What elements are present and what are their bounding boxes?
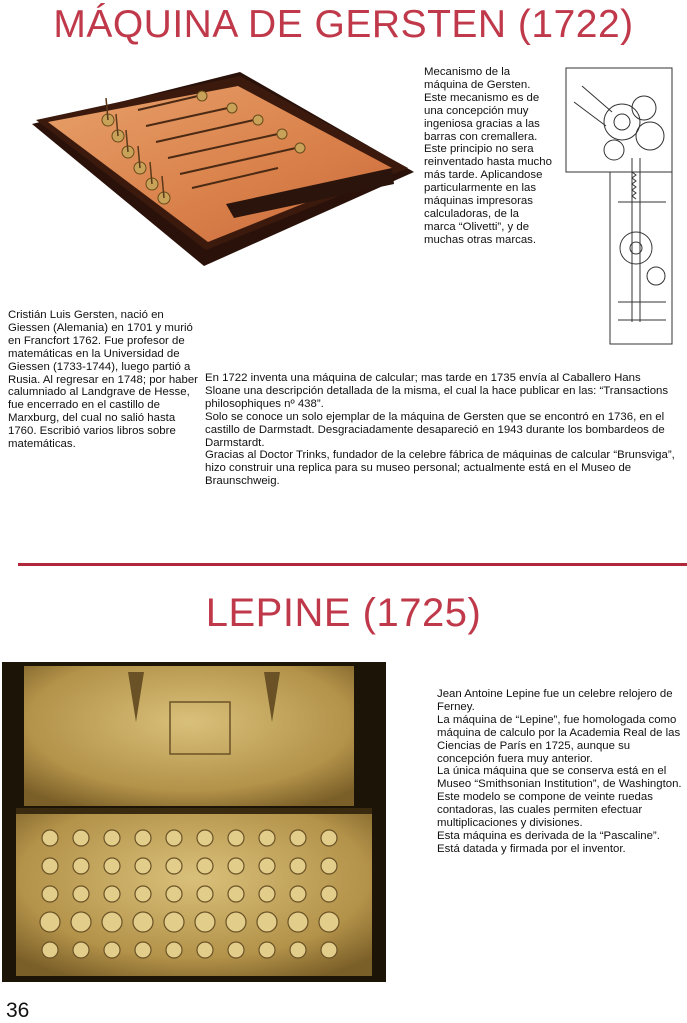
counting-wheel [42, 830, 58, 846]
counting-wheel [42, 886, 58, 902]
counting-wheel [40, 912, 60, 932]
history-paragraph: Gracias al Doctor Trinks, fundador de la celebre fábrica de máquinas de calcular “Brunsviga”, hizo construir una replica para su museo personal; actualmente está en el Museo de Braunschweig. [205, 449, 675, 488]
counting-wheel [257, 912, 277, 932]
counting-wheel [321, 942, 337, 958]
counting-wheel [73, 942, 89, 958]
counting-wheel [290, 830, 306, 846]
counting-wheel [259, 858, 275, 874]
counting-wheel [102, 912, 122, 932]
counting-wheel [195, 912, 215, 932]
counting-wheel [228, 830, 244, 846]
counting-wheel [259, 886, 275, 902]
counting-wheel [197, 942, 213, 958]
counting-wheel [135, 942, 151, 958]
counting-wheel [197, 858, 213, 874]
history-paragraph: Solo se conoce un solo ejemplar de la máquina de Gersten que se encontró en 1736, en el castillo de Darmstadt. Desgraciadamente desapareció en 1943 durante los bombardeos de Darmstardt. [205, 410, 665, 449]
counting-wheel [321, 858, 337, 874]
counting-wheel [104, 942, 120, 958]
lepine-paragraph: Está datada y firmada por el inventor. [437, 842, 626, 855]
counting-wheel [319, 912, 339, 932]
counting-wheel [73, 886, 89, 902]
gersten-title: MÁQUINA DE GERSTEN (1722) [53, 3, 634, 46]
counting-wheel [228, 886, 244, 902]
counting-wheel [135, 858, 151, 874]
counting-wheel [290, 886, 306, 902]
counting-wheel [321, 830, 337, 846]
counting-wheel [133, 912, 153, 932]
gersten-machine-photo [28, 68, 418, 268]
counting-wheel [166, 858, 182, 874]
counting-wheel [73, 858, 89, 874]
history-paragraph: En 1722 inventa una máquina de calcular; mas tarde en 1735 envía al Caballero Hans Sloane una descripción detallada de la misma, el cual la hace publicar en las: “Transactions philosophiques nº 438”. [205, 372, 669, 410]
lepine-description [437, 688, 682, 856]
counting-wheel [104, 886, 120, 902]
counting-wheel [71, 912, 91, 932]
counting-wheel [104, 858, 120, 874]
counting-wheel [290, 942, 306, 958]
counting-wheel [228, 858, 244, 874]
counting-wheel [197, 886, 213, 902]
lepine-paragraph: La única máquina que se conserva está en el Museo “Smithsonian Institution”, de Washington. [437, 765, 682, 791]
counting-wheel [197, 830, 213, 846]
section-divider [18, 563, 687, 566]
counting-wheel [166, 942, 182, 958]
counting-wheel [290, 858, 306, 874]
page-number: 36 [6, 999, 30, 1022]
counting-wheel [42, 942, 58, 958]
lepine-machine-photo [2, 662, 386, 982]
counting-wheel [228, 942, 244, 958]
gersten-history [205, 372, 675, 488]
counting-wheel [164, 912, 184, 932]
lepine-paragraph: Jean Antoine Lepine fue un celebre relojero de Ferney. [437, 688, 673, 713]
lepine-paragraph: La máquina de “Lepine”, fue homologada como máquina de calculo por la Academia Real de las Ciencias de París en 1725, aunque su concepción fuera muy anterior. [437, 713, 681, 765]
counting-wheel [259, 830, 275, 846]
counting-wheel [226, 912, 246, 932]
lepine-paragraph: Esta máquina es derivada de la “Pascaline”. [437, 829, 660, 842]
counting-wheel [321, 886, 337, 902]
counting-wheel [166, 886, 182, 902]
counting-wheel [42, 858, 58, 874]
counting-wheel [288, 912, 308, 932]
gersten-biography: Cristián Luis Gersten, nació en Giessen (Alemania) en 1701 y murió en Francfort 1762. Fue profesor de matemáticas en la Universidad de Giessen (1733-1744), luego partió a Rusia. Al regresar en 1748; por haber calumniado al Landgrave de Hesse, fue encerrado en el castillo de Marxburg, del cual no salió hasta 1760. Escribió varios libros sobre matemáticas. [8, 309, 198, 451]
counting-wheel [166, 830, 182, 846]
lepine-title: LEPINE (1725) [205, 591, 482, 635]
lepine-paragraph: Este modelo se compone de veinte ruedas contadoras, las cuales permiten efectuar multiplicaciones y divisiones. [437, 791, 653, 830]
counting-wheel [135, 830, 151, 846]
mechanism-description: Mecanismo de la máquina de Gersten. Este mecanismo es de una concepción muy ingeniosa gracias a las barras con cremallera. Este principio no sera reinventado hasta mucho más tarde. Aplicandose particularmente en las máquinas impresoras calculadoras, de la marca “Olivetti”, y de muchas otras marcas. [424, 66, 552, 246]
counting-wheel [73, 830, 89, 846]
counting-wheel [104, 830, 120, 846]
mechanism-diagram [562, 62, 676, 348]
counting-wheel [259, 942, 275, 958]
counting-wheel [135, 886, 151, 902]
